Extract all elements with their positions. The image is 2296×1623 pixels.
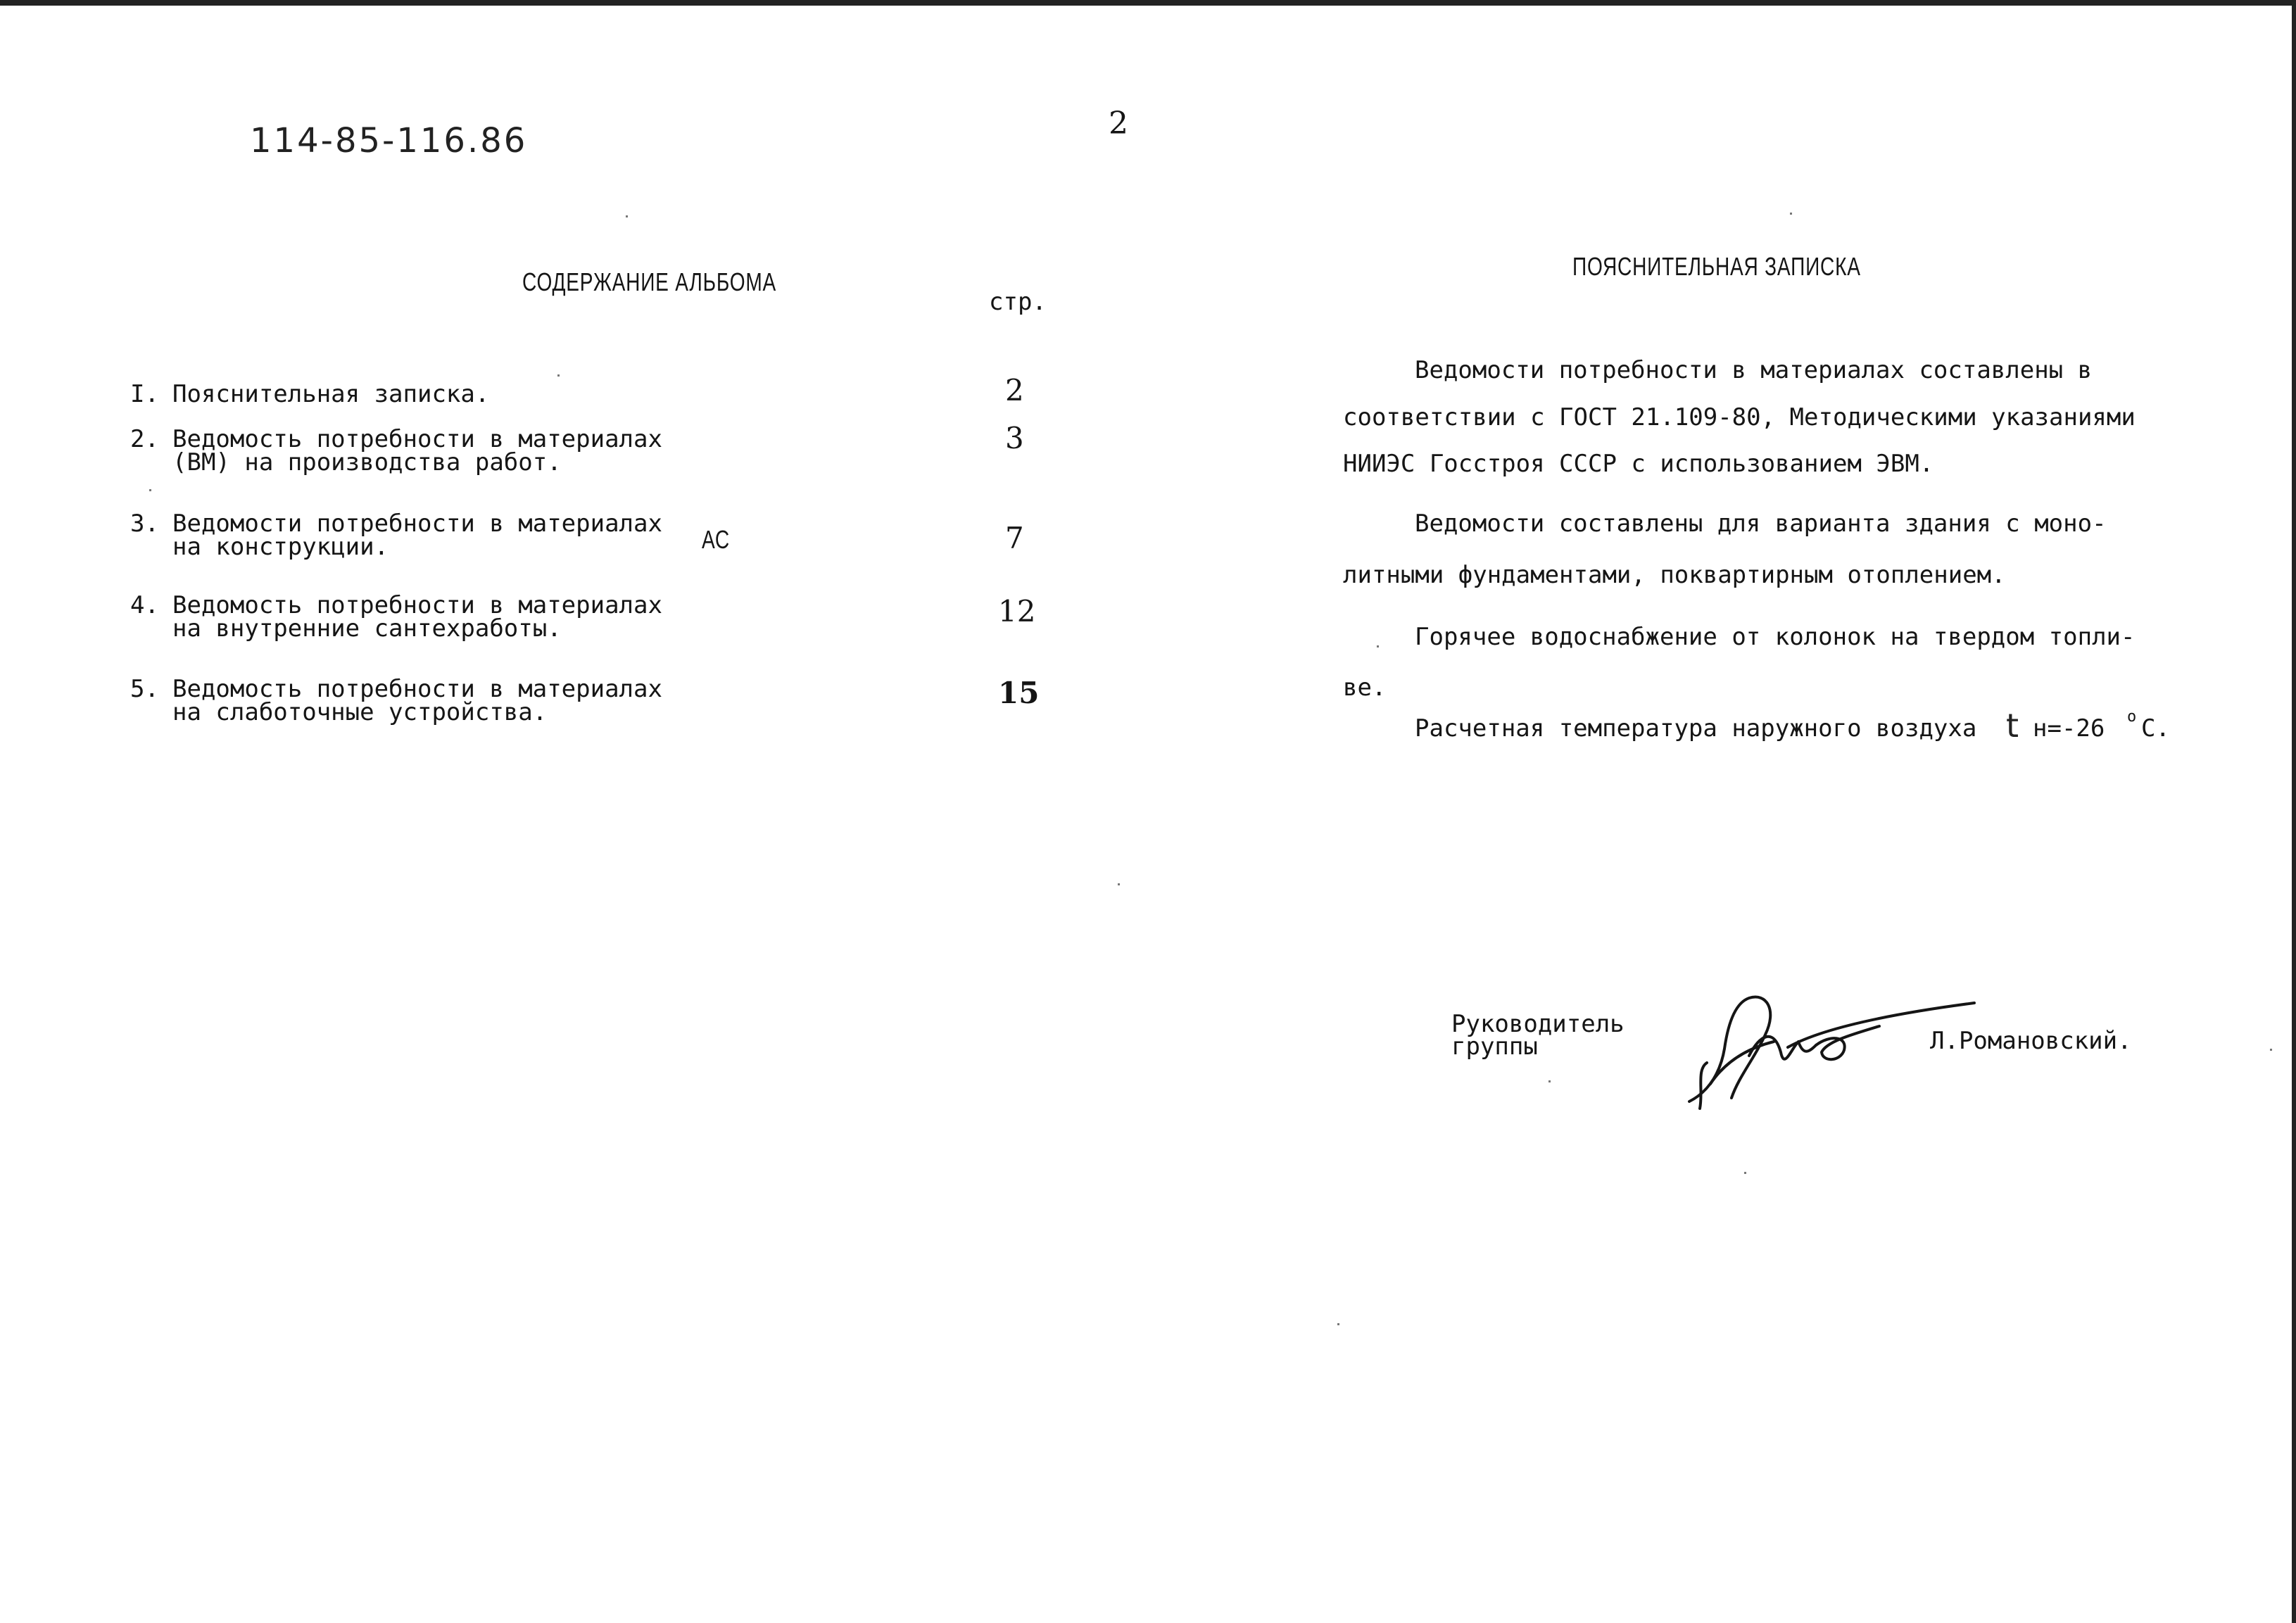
contents-title: СОДЕРЖАНИЕ АЛЬБОМА <box>522 267 777 296</box>
scan-speck <box>1118 883 1120 885</box>
scan-speck <box>1744 1172 1746 1174</box>
contents-item-page: 12 <box>998 594 1036 629</box>
note-line: соответствии с ГОСТ 21.109-80, Методическими указаниями <box>1343 403 2136 431</box>
contents-item-number: 3. <box>130 510 159 538</box>
contents-item-page: 7 <box>1005 521 1024 555</box>
note-line: Ведомости потребности в материалах составлены в <box>1415 356 2093 384</box>
page-number: 2 <box>1109 106 1128 141</box>
scan-speck <box>1377 645 1379 648</box>
contents-item-number: 2. <box>130 425 159 453</box>
page-column-label: стр. <box>989 288 1047 316</box>
scan-speck <box>2270 1049 2272 1051</box>
contents-item-text: Пояснительная записка. <box>172 380 490 408</box>
note-line: Горячее водоснабжение от колонок на твердом топли- <box>1415 623 2136 651</box>
contents-item-page: 2 <box>1005 373 1024 408</box>
note-title: ПОЯСНИТЕЛЬНАЯ ЗАПИСКА <box>1572 252 1861 281</box>
ac-label: АС <box>702 525 730 554</box>
contents-item-text: Ведомость потребности в материалах <box>172 591 662 619</box>
note-line: литными фундаментами, поквартирным отоплением. <box>1343 561 2006 589</box>
temperature-symbol: t <box>2006 707 2021 745</box>
contents-item-text: Ведомости потребности в материалах <box>172 510 662 538</box>
signer-role: Руководитель <box>1451 1010 1625 1038</box>
contents-item-text-cont: (ВМ) на производства работ. <box>172 448 562 476</box>
note-line: С. <box>2141 714 2170 743</box>
degree-sign: o <box>2127 708 2137 726</box>
signer-role-cont: группы <box>1451 1032 1538 1061</box>
scan-speck <box>1548 1080 1551 1082</box>
document-code: 114-85-116.86 <box>250 121 528 160</box>
scan-speck <box>149 489 151 491</box>
scan-speck <box>1337 1323 1339 1325</box>
contents-item-text-cont: на внутренние сантехработы. <box>172 614 562 643</box>
note-line: НИИЭС Госстроя СССР с использованием ЭВМ. <box>1343 450 1934 478</box>
contents-item-text-cont: на слаботочные устройства. <box>172 698 548 726</box>
temperature-value: н=-26 <box>2033 714 2105 743</box>
contents-item-number: 5. <box>130 675 159 703</box>
scan-speck <box>557 374 560 377</box>
scan-border-top <box>0 0 2296 6</box>
scan-speck <box>626 215 628 217</box>
contents-item-number: 4. <box>130 591 159 619</box>
contents-item-text: Ведомость потребности в материалах <box>172 425 662 453</box>
contents-item-text: Ведомость потребности в материалах <box>172 675 662 703</box>
contents-item-page: 15 <box>998 676 1040 710</box>
note-line: Расчетная температура наружного воздуха <box>1415 714 1977 743</box>
note-line: Ведомости составлены для варианта здания с моно- <box>1415 510 2107 538</box>
scan-speck <box>1790 213 1792 215</box>
contents-item-text-cont: на конструкции. <box>172 533 389 561</box>
contents-item-number: I. <box>130 380 159 408</box>
note-line: ве. <box>1343 674 1387 702</box>
signer-name: Л.Романовский. <box>1930 1027 2132 1055</box>
contents-item-page: 3 <box>1005 421 1024 455</box>
scan-border-right <box>2292 0 2296 1623</box>
